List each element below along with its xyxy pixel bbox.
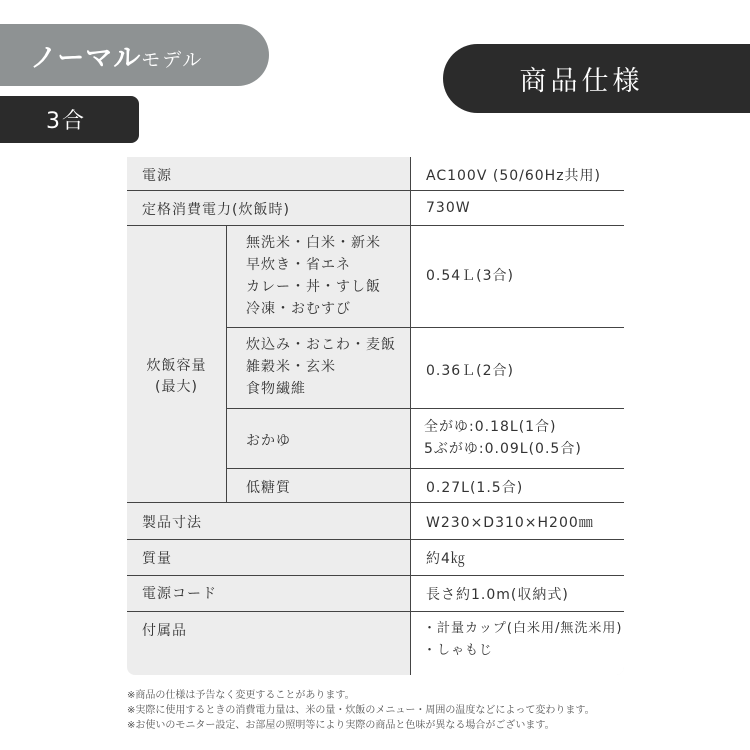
power-consumption-value: 730W — [426, 200, 471, 216]
power-source-label: 電源 — [142, 168, 172, 184]
capacity-modes-4: 低糖質 — [246, 480, 291, 496]
weight-label: 質量 — [142, 551, 172, 567]
dimensions-value: W230×D310×H200㎜ — [426, 515, 594, 531]
capacity-label-line1: 炊飯容量 — [146, 358, 207, 374]
capacity-modes-3: おかゆ — [246, 433, 291, 449]
weight-value: 約4㎏ — [426, 551, 466, 567]
spec-table — [127, 157, 624, 675]
footnote-2: ※実際に使用するときの消費電力量は、米の量・炊飯のメニュー・周囲の温度などによって変わります。 — [127, 705, 595, 716]
power-cord-label: 電源コード — [142, 586, 217, 602]
capacity-value-2: 0.36Ｌ(2合) — [426, 363, 515, 379]
capacity-modes-2: 炊込み・おこわ・麦飯 雑穀米・玄米 食物繊維 — [246, 337, 396, 397]
power-cord-value: 長さ約1.0m(収納式) — [426, 587, 569, 603]
power-consumption-label: 定格消費電力(炊飯時) — [142, 202, 290, 218]
spec-title: 商品仕様 — [443, 44, 750, 113]
capacity-value-3: 全がゆ:0.18L(1合) 5ぶがゆ:0.09L(0.5合) — [424, 419, 582, 457]
footnote-3: ※お使いのモニター設定、お部屋の照明等により実際の商品と色味が異なる場合がございます。 — [127, 720, 555, 731]
model-suffix-label: モデル — [141, 48, 204, 71]
footnote-1: ※商品の仕様は予告なく変更することがあります。 — [127, 690, 355, 701]
model-main-label: ノーマル — [30, 42, 142, 74]
accessories-value: ・計量カップ(白米用/無洗米用) ・しゃもじ — [423, 621, 623, 658]
power-source-value: AC100V (50/60Hz共用) — [426, 168, 602, 184]
capacity-modes-1: 無洗米・白米・新米 早炊き・省エネ カレー・丼・すし飯 冷凍・おむすび — [246, 235, 381, 317]
model-tab — [0, 24, 269, 86]
dimensions-label: 製品寸法 — [142, 515, 202, 531]
capacity-value-4: 0.27L(1.5合) — [426, 480, 524, 496]
capacity-tab: 3合 — [0, 96, 139, 143]
footnotes — [127, 688, 595, 733]
capacity-label — [127, 356, 226, 398]
capacity-value-1: 0.54Ｌ(3合) — [426, 268, 515, 284]
accessories-label: 付属品 — [142, 623, 187, 639]
capacity-label-line2: (最大) — [155, 379, 198, 395]
